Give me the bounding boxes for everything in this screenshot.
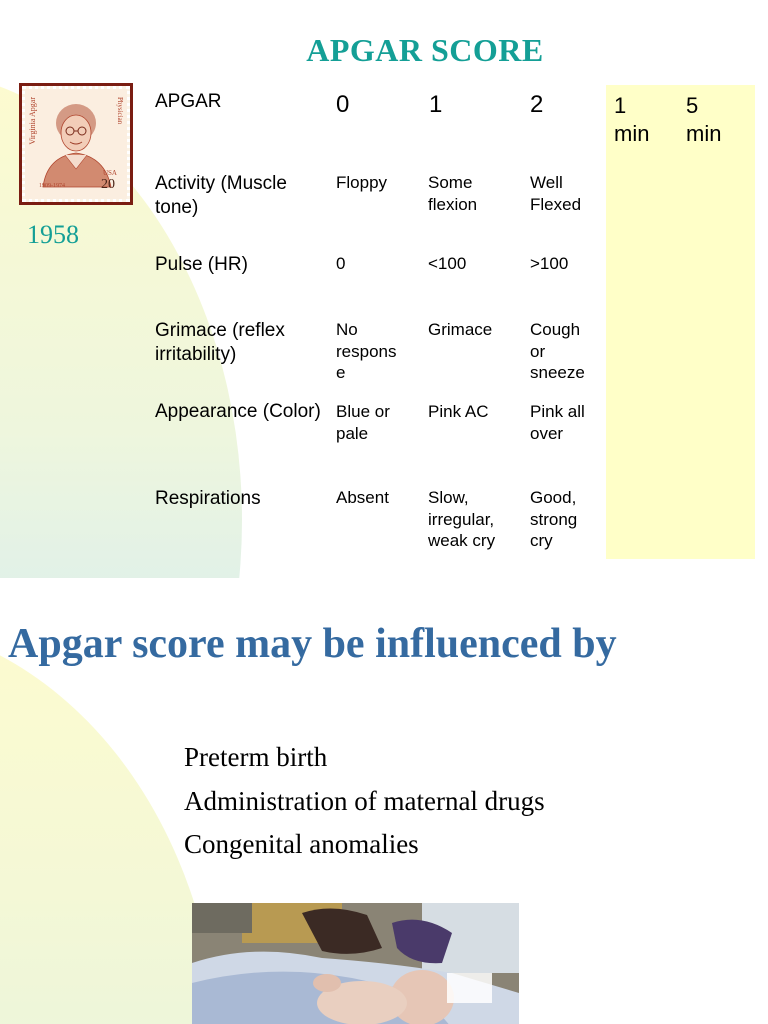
cell-grimace-0: No respons e — [336, 320, 397, 382]
list-item: Administration of maternal drugs — [184, 785, 545, 816]
newborn-photo — [192, 903, 519, 1024]
cell-respirations-0: Absent — [336, 488, 389, 507]
header-apgar: APGAR — [155, 91, 222, 112]
influences-slide — [0, 578, 768, 1024]
cell-grimace-2: Cough or sneeze — [530, 320, 585, 382]
list-item: Congenital anomalies — [184, 829, 419, 859]
slide-title: Apgar score may be influenced by — [8, 621, 617, 667]
stamp-name: Virginia Apgar — [28, 97, 37, 145]
header-1-min: 1 min — [614, 93, 650, 146]
row-label-activity: Activity (Muscle tone) — [155, 173, 287, 218]
stamp-occupation: Physician — [116, 97, 124, 125]
header-score-0: 0 — [336, 91, 350, 118]
cell-activity-2: Well Flexed — [530, 173, 582, 214]
cell-respirations-2: Good, strong cry — [530, 488, 578, 550]
list-item: Preterm birth — [184, 742, 328, 772]
cell-pulse-1: <100 — [428, 254, 467, 273]
virginia-apgar-stamp-image — [19, 83, 133, 205]
score-entry-column — [606, 85, 755, 559]
cell-respirations-1: Slow, irregular, weak cry — [428, 488, 496, 550]
cell-appearance-2: Pink all over — [530, 402, 585, 443]
row-label-grimace: Grimace (reflex irritability) — [155, 320, 285, 365]
cell-pulse-0: 0 — [336, 254, 346, 273]
cell-appearance-1: Pink AC — [428, 402, 489, 421]
header-score-1: 1 — [429, 91, 443, 118]
cell-appearance-0: Blue or pale — [336, 402, 390, 443]
stamp-value: 20 — [101, 177, 115, 192]
year-label: 1958 — [27, 220, 79, 249]
cell-pulse-2: >100 — [530, 254, 569, 273]
header-score-2: 2 — [530, 91, 544, 118]
header-5-min: 5 min — [686, 93, 722, 146]
cell-activity-1: Some flexion — [428, 173, 478, 214]
row-label-respirations: Respirations — [155, 488, 261, 509]
influence-list — [184, 736, 545, 867]
row-label-pulse: Pulse (HR) — [155, 254, 248, 275]
stamp-years: 1909-1974 — [39, 183, 65, 189]
stamp-country: USA — [102, 169, 117, 177]
row-label-appearance: Appearance (Color) — [155, 401, 321, 422]
cell-grimace-1: Grimace — [428, 320, 493, 339]
cell-activity-0: Floppy — [336, 173, 388, 192]
slide-title: APGAR SCORE — [306, 32, 544, 68]
